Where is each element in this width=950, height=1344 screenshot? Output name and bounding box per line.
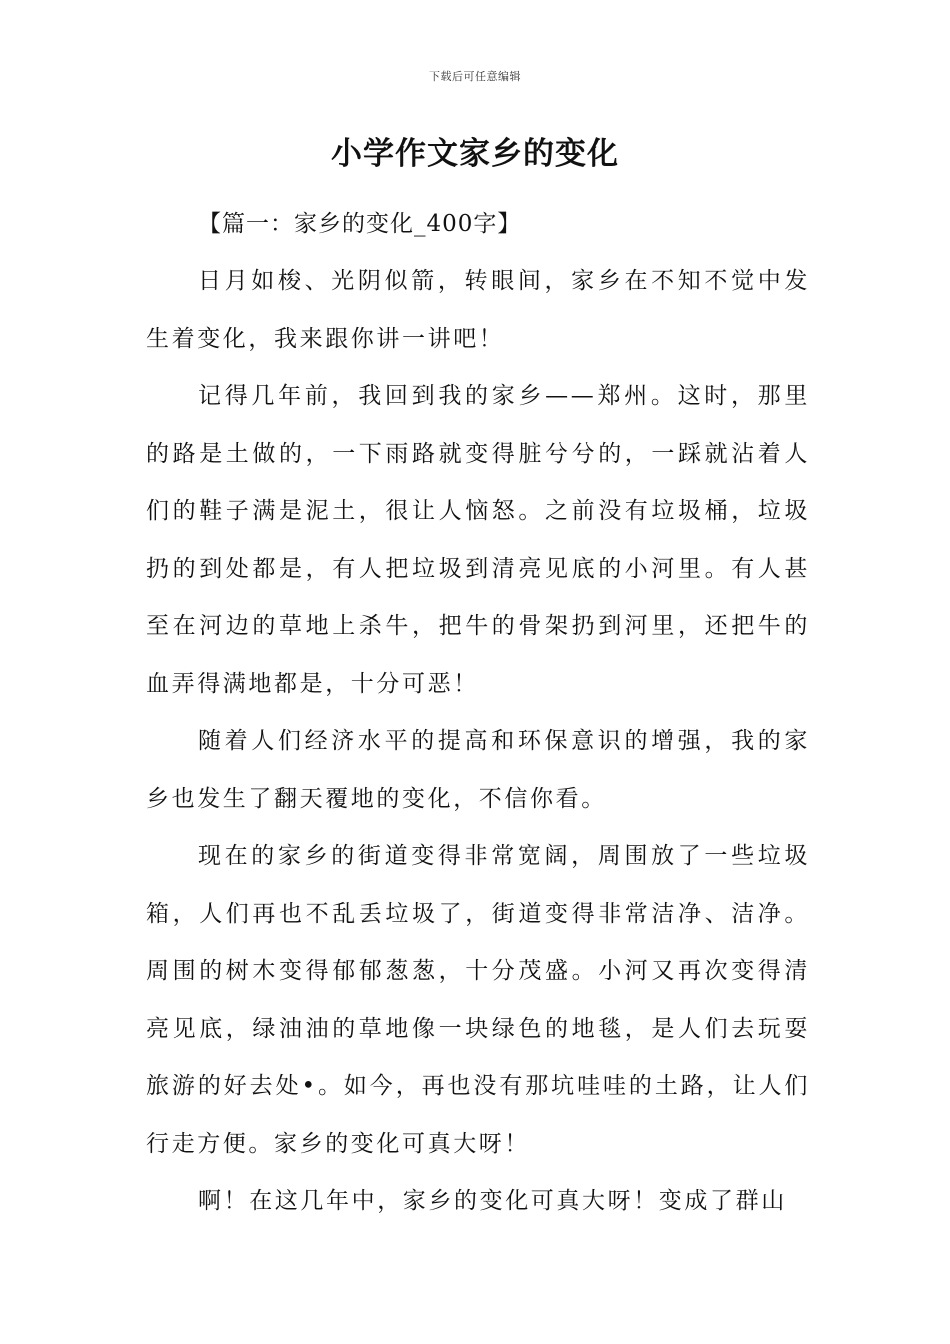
paragraph-5: 啊！在这几年中，家乡的变化可真大呀！变成了群山 bbox=[198, 1188, 787, 1214]
paragraph-4: 现在的家乡的街道变得非常宽阔，周围放了一些垃圾箱，人们再也不乱丢垃圾了，街道变得非常洁净、洁净。周围的树木变得郁郁葱葱，十分茂盛。小河又再次变得清亮见底，绿油油的草地像一块绿色的地毯，是人们去玩耍旅游的好去处•。如今，再也没有那坑哇哇的土路，让人们行走方便。家乡的变化可真大呀！ bbox=[146, 843, 810, 1157]
paragraph-3: 随着人们经济水平的提高和环保意识的增强，我的家乡也发生了翻天覆地的变化，不信你看。 bbox=[146, 728, 810, 812]
document-body bbox=[146, 196, 810, 1231]
section-heading: 【篇一：家乡的变化_400字】 bbox=[198, 211, 522, 237]
document-title: 小学作文家乡的变化 bbox=[331, 136, 619, 172]
paragraph-1: 日月如梭、光阴似箭，转眼间，家乡在不知不觉中发生着变化，我来跟你讲一讲吧！ bbox=[146, 268, 810, 352]
header-note: 下载后可任意编辑 bbox=[429, 70, 521, 83]
paragraph-2: 记得几年前，我回到我的家乡——郑州。这时，那里的路是土做的，一下雨路就变得脏兮兮的，一踩就沾着人们的鞋子满是泥土，很让人恼怒。之前没有垃圾桶，垃圾扔的到处都是，有人把垃圾到清亮见底的小河里。有人甚至在河边的草地上杀牛，把牛的骨架扔到河里，还把牛的血弄得满地都是，十分可恶！ bbox=[146, 383, 810, 697]
